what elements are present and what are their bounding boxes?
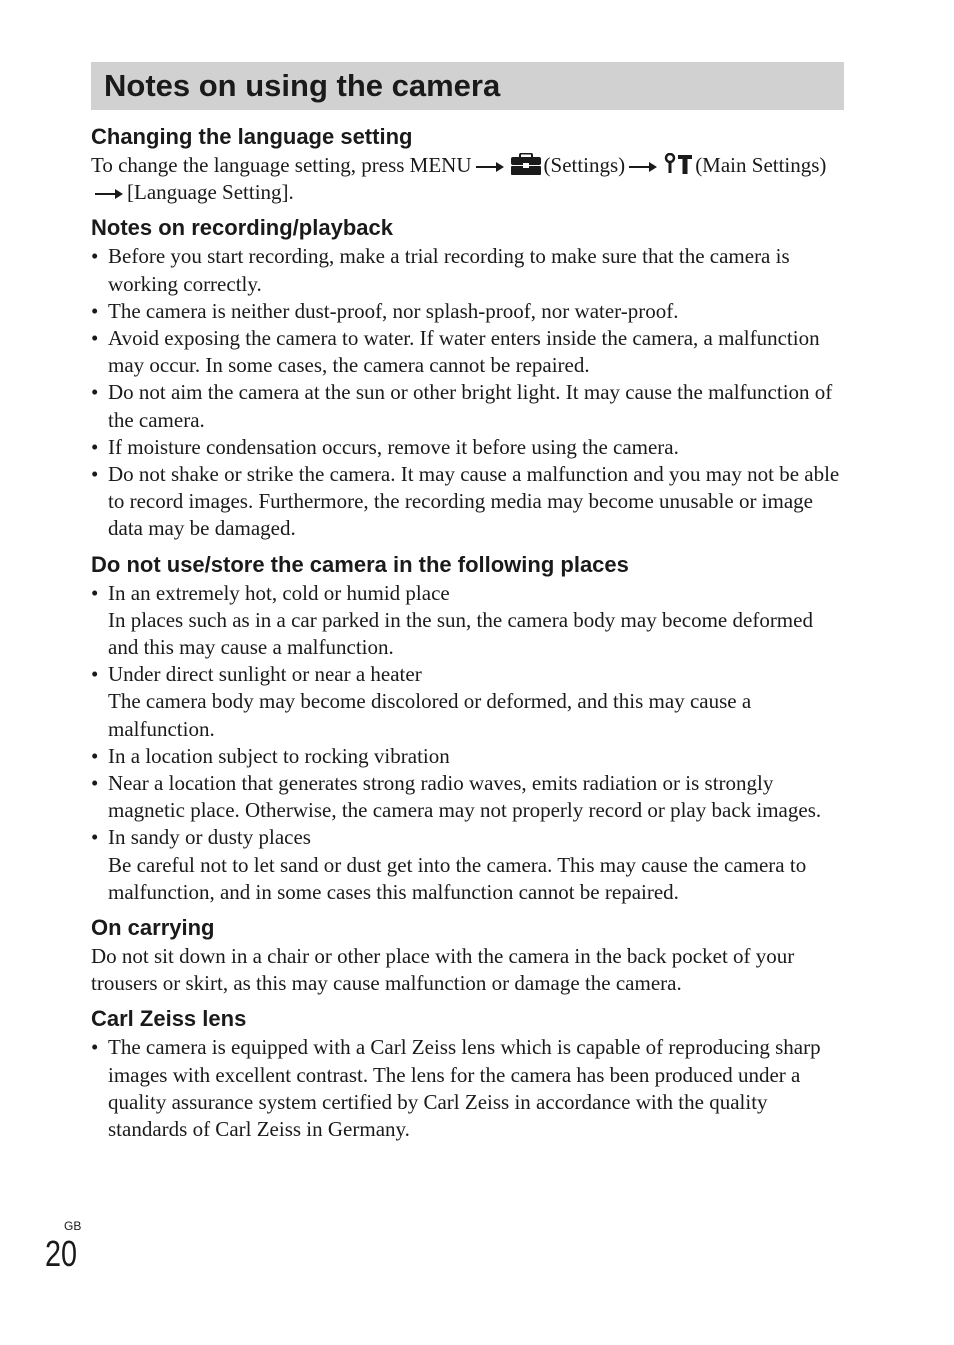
list-item-detail: Be careful not to let sand or dust get into the camera. This may cause the camera to malfunction, and in some cases this malfunction cannot be repaired. xyxy=(108,852,807,904)
list-item: • If moisture condensation occurs, remove it before using the camera. xyxy=(91,434,844,461)
list-item-title: • In an extremely hot, cold or humid place xyxy=(108,580,450,605)
list-item xyxy=(91,770,844,824)
right-arrow-icon xyxy=(629,162,657,172)
section-places xyxy=(91,549,844,906)
list-item: • The camera is neither dust-proof, nor splash-proof, nor water-proof. xyxy=(91,298,844,325)
list-item: • Avoid exposing the camera to water. If water enters inside the camera, a malfunction may occur. In some cases, the camera cannot be repaired. xyxy=(91,325,844,379)
list-item xyxy=(91,580,844,662)
lens-list xyxy=(91,1034,844,1143)
list-item-title: • Under direct sunlight or near a heater xyxy=(108,662,422,687)
places-list xyxy=(91,580,844,906)
section-heading: Carl Zeiss lens xyxy=(91,1006,247,1032)
section-heading: On carrying xyxy=(91,915,215,941)
right-arrow-icon xyxy=(95,189,123,199)
region-tag: GB xyxy=(64,1219,82,1233)
section-carrying xyxy=(91,912,844,997)
list-item-detail: In places such as in a car parked in the sun, the camera body may become deformed and this may cause a malfunction. xyxy=(108,607,813,660)
list-item xyxy=(91,824,844,906)
page-title: Notes on using the camera xyxy=(104,68,501,103)
page-title-bar xyxy=(91,62,844,110)
list-item-detail: The camera body may become discolored or deformed, and this may cause a malfunction. xyxy=(108,689,752,741)
page-number: 20 xyxy=(45,1233,78,1274)
list-item: • Do not shake or strike the camera. It may cause a malfunction and you may not be able to record images. Furthermore, the recording media may become unusable or image data may be damaged. xyxy=(91,461,844,543)
section-lens xyxy=(91,1003,844,1143)
wrench-icon xyxy=(664,153,692,175)
language-instructions: To change the language setting, press MENU (Settings) (Main Settings)[Language Setting]. xyxy=(91,153,827,205)
list-item-title: • In a location subject to rocking vibration xyxy=(108,743,450,768)
list-item-title: • In sandy or dusty places xyxy=(108,825,311,850)
toolbox-icon xyxy=(511,153,541,175)
list-item xyxy=(91,743,844,770)
section-language xyxy=(91,121,844,206)
list-item xyxy=(91,661,844,743)
list-item: • The camera is equipped with a Carl Zeiss lens which is capable of reproducing sharp images with excellent contrast. The lens for the camera has been produced under a quality assurance system certified by Carl Zeiss in accordance with the quality standards of Carl Zeiss in Germany. xyxy=(91,1034,844,1143)
list-item: • Do not aim the camera at the sun or other bright light. It may cause the malfunction of the camera. xyxy=(91,379,844,433)
section-recording xyxy=(91,212,844,542)
recording-notes-list xyxy=(91,243,844,542)
section-heading: Notes on recording/playback xyxy=(91,215,393,241)
page-content xyxy=(91,121,844,1149)
carrying-text: Do not sit down in a chair or other place with the camera in the back pocket of your trousers or skirt, as this may cause malfunction or damage the camera. xyxy=(91,944,795,996)
section-heading: Do not use/store the camera in the following places xyxy=(91,551,629,577)
right-arrow-icon xyxy=(476,162,504,172)
list-item: • Before you start recording, make a trial recording to make sure that the camera is working correctly. xyxy=(91,243,844,297)
list-item-title: • Near a location that generates strong radio waves, emits radiation or is strongly magnetic place. Otherwise, the camera may not properly record or play back images. xyxy=(108,771,822,823)
section-heading: Changing the language setting xyxy=(91,124,413,149)
